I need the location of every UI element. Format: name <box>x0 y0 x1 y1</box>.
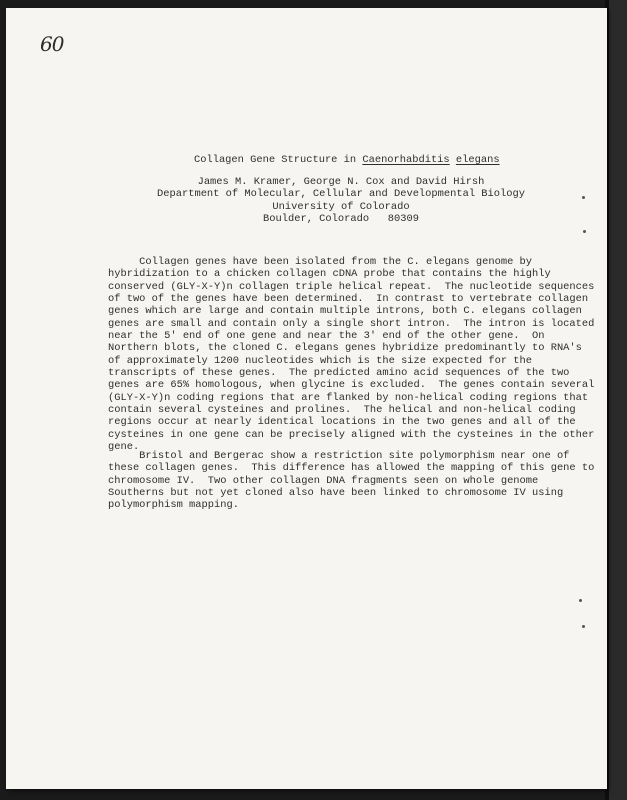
abstract-paragraph-2 <box>108 450 598 512</box>
location-line: Boulder, Colorado 80309 <box>263 212 419 225</box>
text-line: contain several cysteines and prolines. The helical and non-helical coding <box>108 404 576 417</box>
text-line: (GLY-X-Y)n coding regions that are flanked by non-helical coding regions that <box>108 391 589 404</box>
abstract-paragraph-1 <box>108 256 598 454</box>
margin-speck <box>579 599 582 602</box>
text-line: gene. <box>108 441 140 454</box>
text-line: these collagen genes. This difference has allowed the mapping of this gene to <box>108 462 595 475</box>
handwritten-page-number: 60 <box>40 32 64 56</box>
university-line: University of Colorado <box>272 200 410 213</box>
text-line: polymorphism mapping. <box>108 499 239 512</box>
margin-speck <box>582 625 585 628</box>
authors-line: James M. Kramer, George N. Cox and David Hirsh <box>197 176 485 188</box>
text-line: genes are 65% homologous, when glycine is excluded. The genes contain several <box>108 379 595 392</box>
text-line: transcripts of these genes. The predicted amino acid sequences of the two <box>108 367 570 380</box>
author-affiliation-block <box>156 176 526 225</box>
text-line: hybridization to a chicken collagen cDNA probe that contains the highly <box>108 268 551 281</box>
text-line: regions occur at nearly identical locations in the two genes and all of the <box>108 416 576 429</box>
text-line: chromosome IV. Two other collagen DNA fragments seen on whole genome <box>108 474 539 487</box>
margin-speck <box>582 196 585 199</box>
text-line: of two of the genes have been determined. In contrast to vertebrate collagen <box>108 293 589 306</box>
text-line: conserved (GLY-X-Y)n collagen triple helical repeat. The nucleotide sequences <box>108 280 595 293</box>
text-line: cysteines in one gene can be precisely aligned with the cysteines in the other <box>108 428 595 441</box>
text-line: genes which are large and contain multiple introns, both C. elegans collagen <box>108 305 582 318</box>
text-line: genes are small and contain only a single short intron. The intron is located <box>108 317 595 330</box>
title-genus: Caenorhabditis <box>362 154 450 166</box>
text-line: of approximately 1200 nucleotides which is the size expected for the <box>108 354 533 367</box>
margin-speck <box>583 230 586 233</box>
document-page <box>6 8 607 789</box>
department-line: Department of Molecular, Cellular and Developmental Biology <box>157 188 525 201</box>
title-prefix: Collagen Gene Structure in <box>194 154 363 166</box>
text-line: Collagen genes have been isolated from the C. elegans genome by <box>108 256 533 268</box>
text-line: Southerns but not yet cloned also have been linked to chromosome IV using <box>108 487 564 500</box>
document-title <box>194 154 500 166</box>
text-line: Bristol and Bergerac show a restriction site polymorphism near one of <box>108 450 570 462</box>
title-species: elegans <box>455 154 500 166</box>
text-line: near the 5' end of one gene and near the 3' end of the other gene. On <box>108 330 545 343</box>
text-line: Northern blots, the cloned C. elegans genes hybridize predominantly to RNA's <box>108 342 582 355</box>
